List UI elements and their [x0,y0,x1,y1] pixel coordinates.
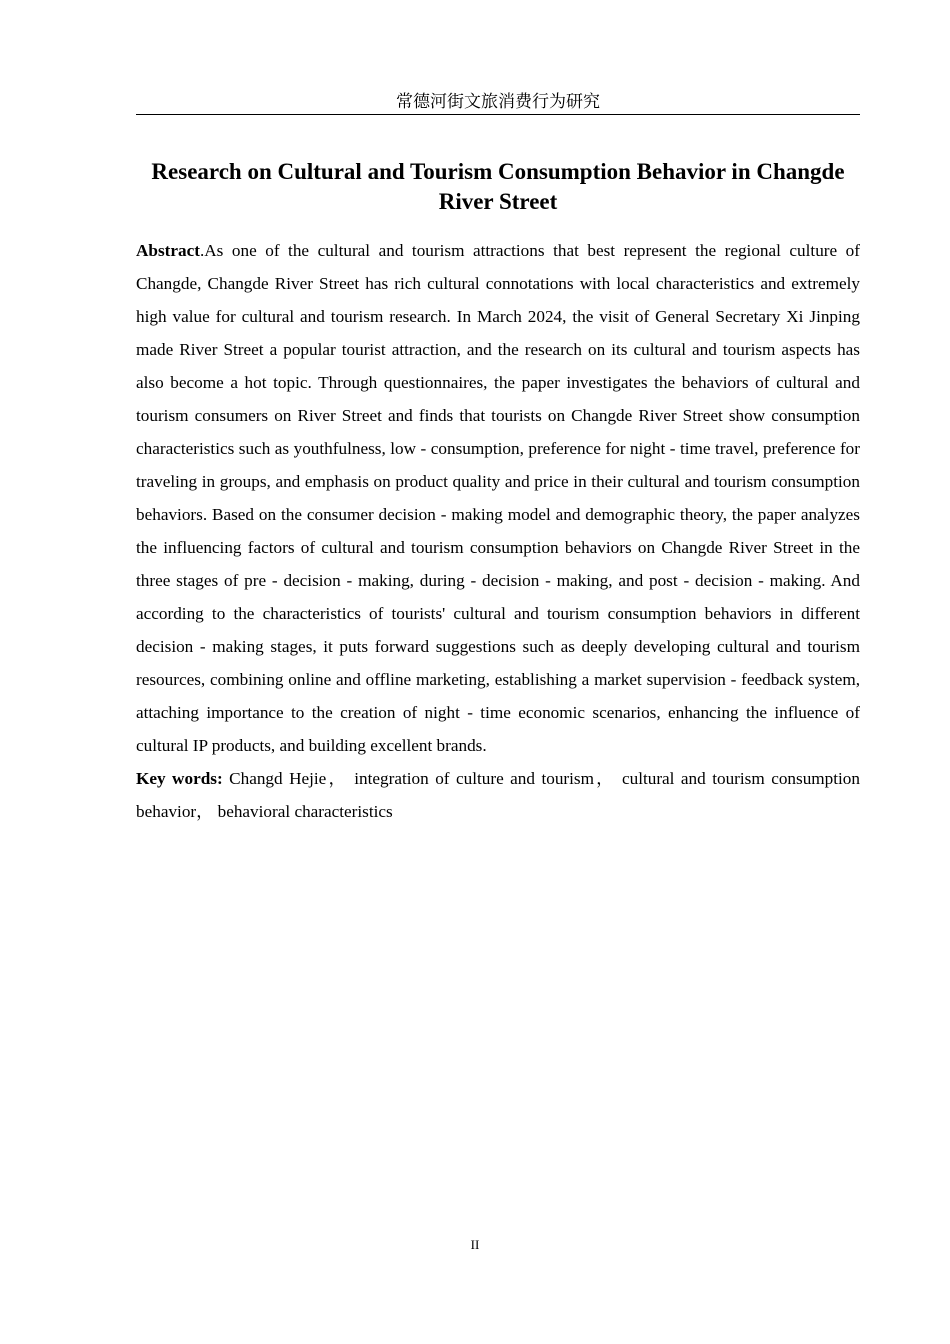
running-header [136,90,860,115]
paper-title: Research on Cultural and Tourism Consumption Behavior in Changde River Street [151,159,845,214]
abstract-section [136,234,860,828]
abstract-separator: . [199,241,205,260]
keywords-text: Changd Hejie， integration of culture and tourism， cultural and tourism consumption behavior， behavioral characteristics [136,769,860,821]
keywords-label: Key words: [136,769,223,788]
abstract-text: As one of the cultural and tourism attractions that best represent the regional culture of Changde, Changde River Street has rich cultural connotations with local characteristics and extremely high value for cultural and tourism research. In March 2024, the visit of General Secretary Xi Jinping made River Street a popular tourist attraction, and the research on its cultural and tourism aspects has also become a hot topic. Through questionnaires, the paper investigates the behaviors of cultural and tourism consumers on River Street and finds that tourists on Changde River Street show consumption characteristics such as youthfulness, low - consumption, preference for night - time travel, preference for traveling in groups, and emphasis on product quality and price in their cultural and tourism consumption behaviors. Based on the consumer decision - making model and demographic theory, the paper analyzes the influencing factors of cultural and tourism consumption behaviors on Changde River Street in the three stages of pre - decision - making, during - decision - making, and post - decision - making. And according to the characteristics of tourists' cultural and tourism consumption behaviors in different decision - making stages, it puts forward suggestions such as deeply developing cultural and tourism resources, combining online and offline marketing, establishing a market supervision - feedback system, attaching importance to the creation of night - time economic scenarios, enhancing the influence of cultural IP products, and building excellent brands. [136,241,860,755]
abstract-paragraph [136,234,860,762]
running-header-title: 常德河街文旅消费行为研究 [396,92,600,112]
abstract-label: Abstract [136,241,200,260]
keywords-paragraph [136,762,860,828]
page-number: II [470,1237,480,1252]
